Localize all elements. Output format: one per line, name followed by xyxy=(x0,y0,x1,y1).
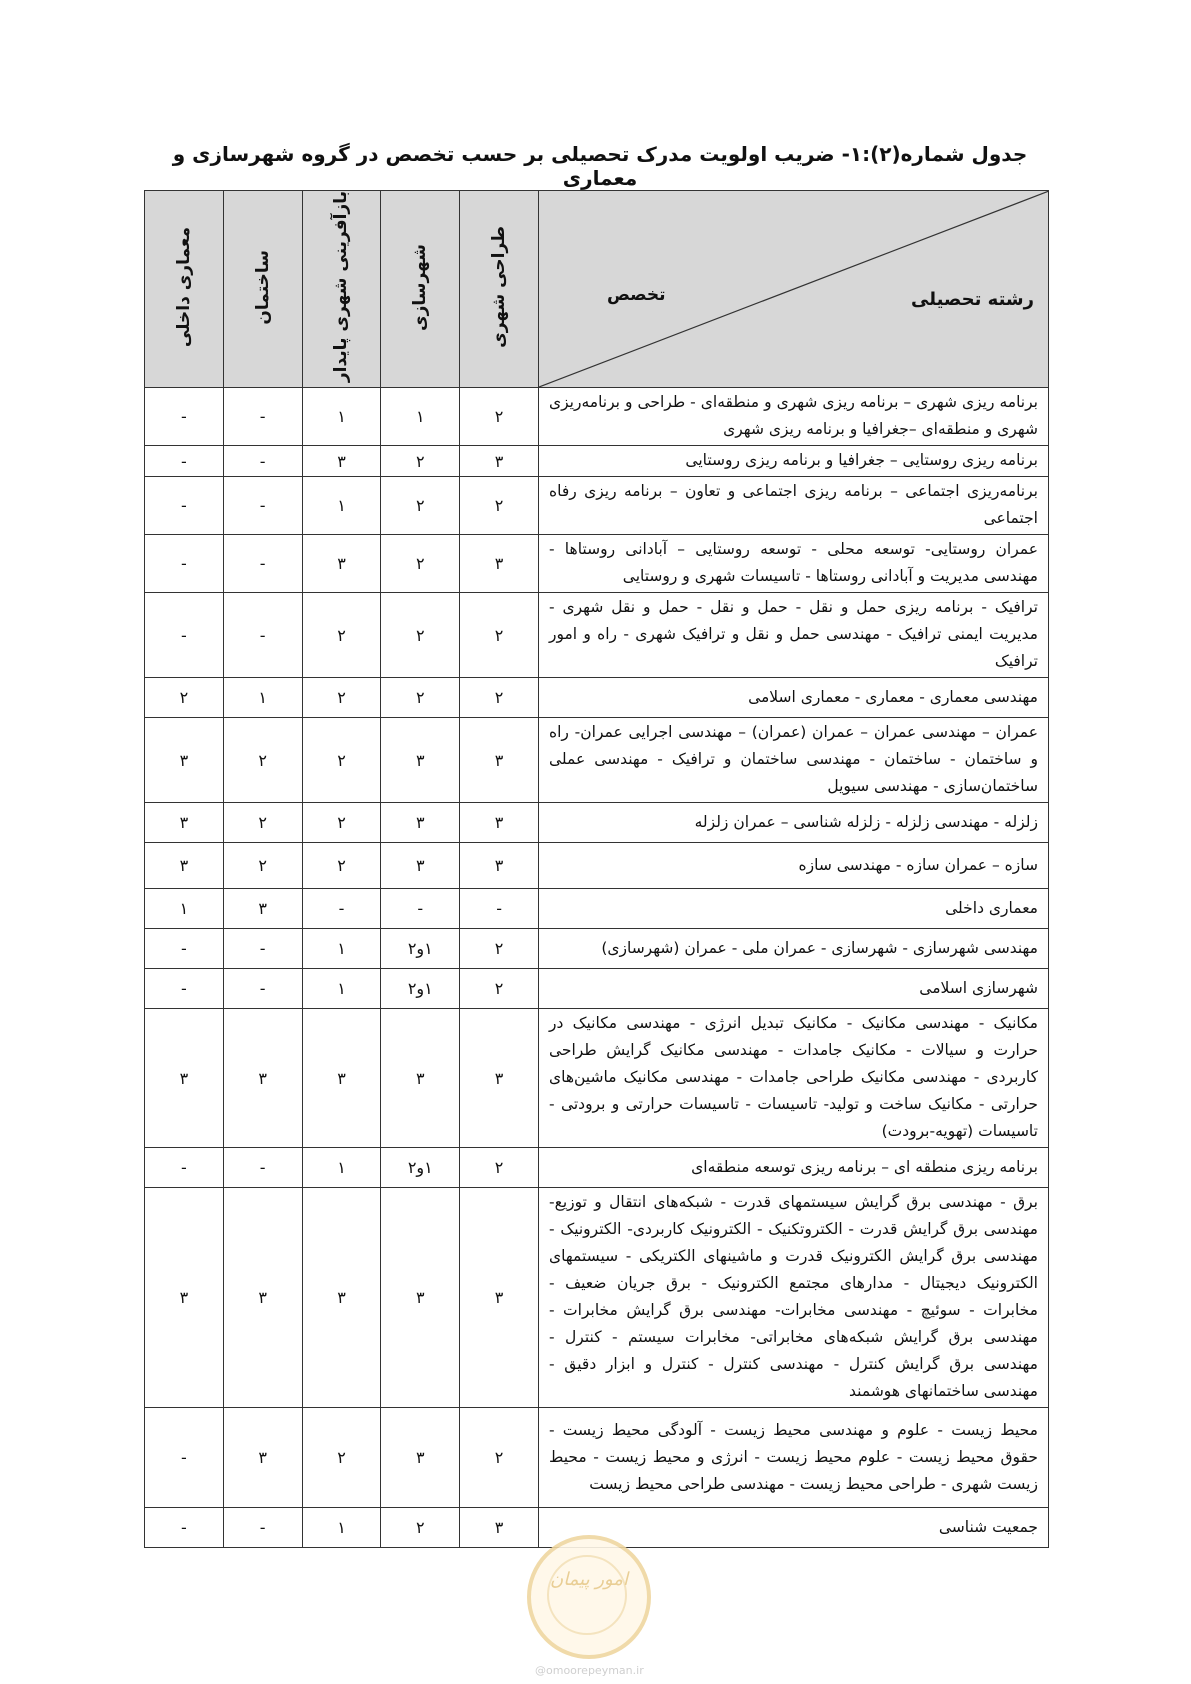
coefficient-cell: ۲ xyxy=(460,1408,539,1508)
coefficient-cell: ۳ xyxy=(223,1408,302,1508)
column-header-urban-planning: شهرسازی xyxy=(381,191,460,388)
coefficient-cell: - xyxy=(302,889,381,929)
coefficient-cell: - xyxy=(223,929,302,969)
footer-handle: @omoorepeyman.ir xyxy=(535,1664,644,1677)
table-row xyxy=(145,388,1049,446)
coefficient-cell: ۱ xyxy=(302,1508,381,1548)
coefficient-cell: - xyxy=(145,1408,224,1508)
table-row xyxy=(145,803,1049,843)
coefficient-cell: ۳ xyxy=(381,1408,460,1508)
coefficient-cell: - xyxy=(223,388,302,446)
coefficient-cell: ۲ xyxy=(145,678,224,718)
coefficient-cell: ۳ xyxy=(145,1009,224,1148)
field-of-study-cell: برق - مهندسی برق گرایش سیستمهای قدرت - شبکه‌های انتقال و توزیع- مهندسی برق گرایش قدرت - الکتروتکنیک - الکترونیک کاربردی- الکترونیک - مهندسی برق گرایش الکترونیک قدرت و ماشینهای الکتریکی - سیستمهای الکترونیک دیجیتال - مدارهای مجتمع الکترونیک - برق جریان ضعیف - مخابرات - سوئیچ - مهندسی مخابرات- مهندسی برق گرایش مخابرات - مهندسی برق گرایش شبکه‌های مخابراتی- مخابرات سیستم - کنترل - مهندسی برق گرایش کنترل - مهندسی کنترل - کنترل و ابزار دقیق - مهندسی ساختمانهای هوشمند xyxy=(538,1188,1048,1408)
coefficient-cell: ۳ xyxy=(381,1009,460,1148)
coefficient-cell: ۳ xyxy=(381,843,460,889)
table-body xyxy=(145,388,1049,1548)
coefficient-cell: ۲ xyxy=(302,1408,381,1508)
table-row xyxy=(145,593,1049,678)
table-row xyxy=(145,535,1049,593)
coefficient-cell: ۳ xyxy=(223,1188,302,1408)
coefficient-cell: - xyxy=(145,1148,224,1188)
coefficient-cell: ۲ xyxy=(223,803,302,843)
coefficient-cell: ۲ xyxy=(381,593,460,678)
coefficient-cell: ۳ xyxy=(145,1188,224,1408)
field-of-study-cell: برنامه ریزی منطقه ای – برنامه ریزی توسعه منطقه‌ای xyxy=(538,1148,1048,1188)
coefficient-cell: ۱ xyxy=(302,477,381,535)
coefficient-cell: ۲ xyxy=(460,678,539,718)
coefficient-cell: ۲ xyxy=(302,593,381,678)
coefficient-cell: - xyxy=(145,388,224,446)
table-title: جدول شماره(۲):۱- ضریب اولویت مدرک تحصیلی بر حسب تخصص در گروه شهرسازی و معماری xyxy=(172,142,1028,190)
field-of-study-cell: مهندسی شهرسازی - شهرسازی - عمران ملی - عمران (شهرسازی) xyxy=(538,929,1048,969)
field-of-study-cell: برنامه ریزی روستایی – جغرافیا و برنامه ریزی روستایی xyxy=(538,446,1048,477)
column-header-sustainable-regeneration: بازآفرینی شهری پایدار xyxy=(302,191,381,388)
table-row xyxy=(145,1408,1049,1508)
coefficient-cell: ۱ xyxy=(302,969,381,1009)
coefficient-cell: ۳ xyxy=(223,889,302,929)
coefficient-cell: - xyxy=(145,446,224,477)
coefficient-cell: - xyxy=(145,593,224,678)
field-of-study-cell: عمران روستایی- توسعه محلی - توسعه روستایی – آبادانی روستاها - مهندسی مدیریت و آبادانی روستاها - تاسیسات شهری و روستایی xyxy=(538,535,1048,593)
table-row xyxy=(145,889,1049,929)
coefficient-cell: ۲ xyxy=(460,1148,539,1188)
coefficient-cell: ۳ xyxy=(460,535,539,593)
coefficient-cell: ۳ xyxy=(460,803,539,843)
table-row xyxy=(145,1009,1049,1148)
table-row xyxy=(145,1148,1049,1188)
coefficient-cell: ۲ xyxy=(223,843,302,889)
watermark-inner-ring xyxy=(547,1555,627,1635)
field-of-study-label: رشته تحصیلی xyxy=(911,289,1034,310)
coefficient-cell: ۲ xyxy=(460,969,539,1009)
coefficient-cell: ۳ xyxy=(460,843,539,889)
watermark-logo xyxy=(527,1535,651,1659)
coefficient-cell: ۱ xyxy=(302,929,381,969)
field-of-study-cell: جمعیت شناسی xyxy=(538,1508,1048,1548)
coefficient-cell: ۲ xyxy=(302,803,381,843)
coefficient-cell: - xyxy=(460,889,539,929)
coefficient-cell: - xyxy=(145,1508,224,1548)
coefficient-cell: - xyxy=(145,477,224,535)
coefficient-cell: - xyxy=(145,969,224,1009)
coefficient-cell: ۲ xyxy=(460,477,539,535)
coefficient-cell: ۳ xyxy=(145,843,224,889)
table-row xyxy=(145,843,1049,889)
field-of-study-cell: مکانیک - مهندسی مکانیک - مکانیک تبدیل انرژی - مهندسی مکانیک در حرارت و سیالات - مکانیک جامدات - مهندسی مکانیک گرایش طراحی کاربردی - مهندسی مکانیک طراحی جامدات - مهندسی مکانیک ماشین‌های حرارتی - مکانیک ساخت و تولید- تاسیسات - تاسیسات حرارتی و برودتی - تاسیسات (تهویه-برودت) xyxy=(538,1009,1048,1148)
field-of-study-cell: زلزله - مهندسی زلزله - زلزله شناسی – عمران زلزله xyxy=(538,803,1048,843)
coefficient-cell: ۲ xyxy=(302,843,381,889)
table-row xyxy=(145,969,1049,1009)
coefficient-cell: ۳ xyxy=(223,1009,302,1148)
coefficient-cell: ۳ xyxy=(302,535,381,593)
field-of-study-cell: معماری داخلی xyxy=(538,889,1048,929)
table-row xyxy=(145,477,1049,535)
coefficient-cell: - xyxy=(223,535,302,593)
coefficient-cell: - xyxy=(381,889,460,929)
coefficient-cell: ۱ xyxy=(145,889,224,929)
coefficient-cell: ۲ xyxy=(460,388,539,446)
coefficient-cell: ۱ xyxy=(223,678,302,718)
coefficient-cell: ۳ xyxy=(460,718,539,803)
field-of-study-cell: محیط زیست - علوم و مهندسی محیط زیست - آلودگی محیط زیست - حقوق محیط زیست - علوم محیط زیست - انرژی و محیط زیست - محیط زیست شهری - طراحی محیط زیست - مهندسی طراحی محیط زیست xyxy=(538,1408,1048,1508)
table-row xyxy=(145,678,1049,718)
field-of-study-cell: مهندسی معماری - معماری - معماری اسلامی xyxy=(538,678,1048,718)
coefficient-cell: ۳ xyxy=(460,1009,539,1148)
coefficient-cell: ۲ xyxy=(223,718,302,803)
table-row xyxy=(145,1188,1049,1408)
priority-coefficient-table xyxy=(144,190,1049,1548)
field-of-study-cell: سازه – عمران سازه - مهندسی سازه xyxy=(538,843,1048,889)
field-of-study-cell: ترافیک - برنامه ریزی حمل و نقل - حمل و نقل - حمل و نقل شهری - مدیریت ایمنی ترافیک - مهندسی حمل و نقل و ترافیک شهری - راه و امور ترافیک xyxy=(538,593,1048,678)
coefficient-cell: ۳ xyxy=(302,446,381,477)
table-row xyxy=(145,718,1049,803)
coefficient-cell: ۳ xyxy=(145,803,224,843)
coefficient-cell: ۱و۲ xyxy=(381,969,460,1009)
coefficient-cell: - xyxy=(223,1148,302,1188)
coefficient-cell: ۲ xyxy=(381,477,460,535)
coefficient-cell: ۲ xyxy=(302,678,381,718)
coefficient-cell: ۳ xyxy=(302,1009,381,1148)
coefficient-cell: ۱و۲ xyxy=(381,1148,460,1188)
coefficient-cell: ۳ xyxy=(381,803,460,843)
column-header-urban-design: طراحی شهری xyxy=(460,191,539,388)
coefficient-cell: ۳ xyxy=(302,1188,381,1408)
coefficient-cell: ۲ xyxy=(460,929,539,969)
field-of-study-cell: برنامه‌ریزی اجتماعی – برنامه ریزی اجتماعی و تعاون – برنامه ریزی رفاه اجتماعی xyxy=(538,477,1048,535)
column-header-interior-architecture: معماری داخلی xyxy=(145,191,224,388)
coefficient-cell: ۲ xyxy=(381,446,460,477)
column-header-building: ساختمان xyxy=(223,191,302,388)
field-of-study-cell: شهرسازی اسلامی xyxy=(538,969,1048,1009)
coefficient-cell: - xyxy=(223,477,302,535)
coefficient-cell: - xyxy=(145,929,224,969)
watermark-text: امور پیمان xyxy=(550,1569,628,1590)
coefficient-cell: ۱ xyxy=(302,1148,381,1188)
coefficient-cell: ۳ xyxy=(381,718,460,803)
header-corner-cell xyxy=(538,191,1048,388)
coefficient-cell: - xyxy=(223,969,302,1009)
coefficient-cell: ۱ xyxy=(381,388,460,446)
coefficient-cell: ۲ xyxy=(381,535,460,593)
coefficient-cell: ۳ xyxy=(460,1188,539,1408)
table-header-row xyxy=(145,191,1049,388)
coefficient-cell: ۲ xyxy=(381,1508,460,1548)
coefficient-cell: ۳ xyxy=(460,1508,539,1548)
coefficient-cell: - xyxy=(223,593,302,678)
table-row xyxy=(145,446,1049,477)
coefficient-cell: ۲ xyxy=(460,593,539,678)
coefficient-cell: ۱و۲ xyxy=(381,929,460,969)
coefficient-cell: - xyxy=(223,446,302,477)
specialty-label: تخصص xyxy=(606,285,666,305)
coefficient-cell: - xyxy=(223,1508,302,1548)
field-of-study-cell: عمران – مهندسی عمران – عمران (عمران) – مهندسی اجرایی عمران- راه و ساختمان - ساختمان - مهندسی ساختمان و ترافیک - مهندسی عملی ساختمان‌سازی - مهندسی سیویل xyxy=(538,718,1048,803)
coefficient-cell: ۳ xyxy=(381,1188,460,1408)
coefficient-cell: ۳ xyxy=(145,718,224,803)
coefficient-cell: ۲ xyxy=(302,718,381,803)
coefficient-cell: ۲ xyxy=(381,678,460,718)
coefficient-cell: - xyxy=(145,535,224,593)
coefficient-cell: ۳ xyxy=(460,446,539,477)
field-of-study-cell: برنامه ریزی شهری – برنامه ریزی شهری و منطقه‌ای - طراحی و برنامه‌ریزی شهری و منطقه‌ای –جغرافیا و برنامه ریزی شهری xyxy=(538,388,1048,446)
table-row xyxy=(145,929,1049,969)
coefficient-cell: ۱ xyxy=(302,388,381,446)
